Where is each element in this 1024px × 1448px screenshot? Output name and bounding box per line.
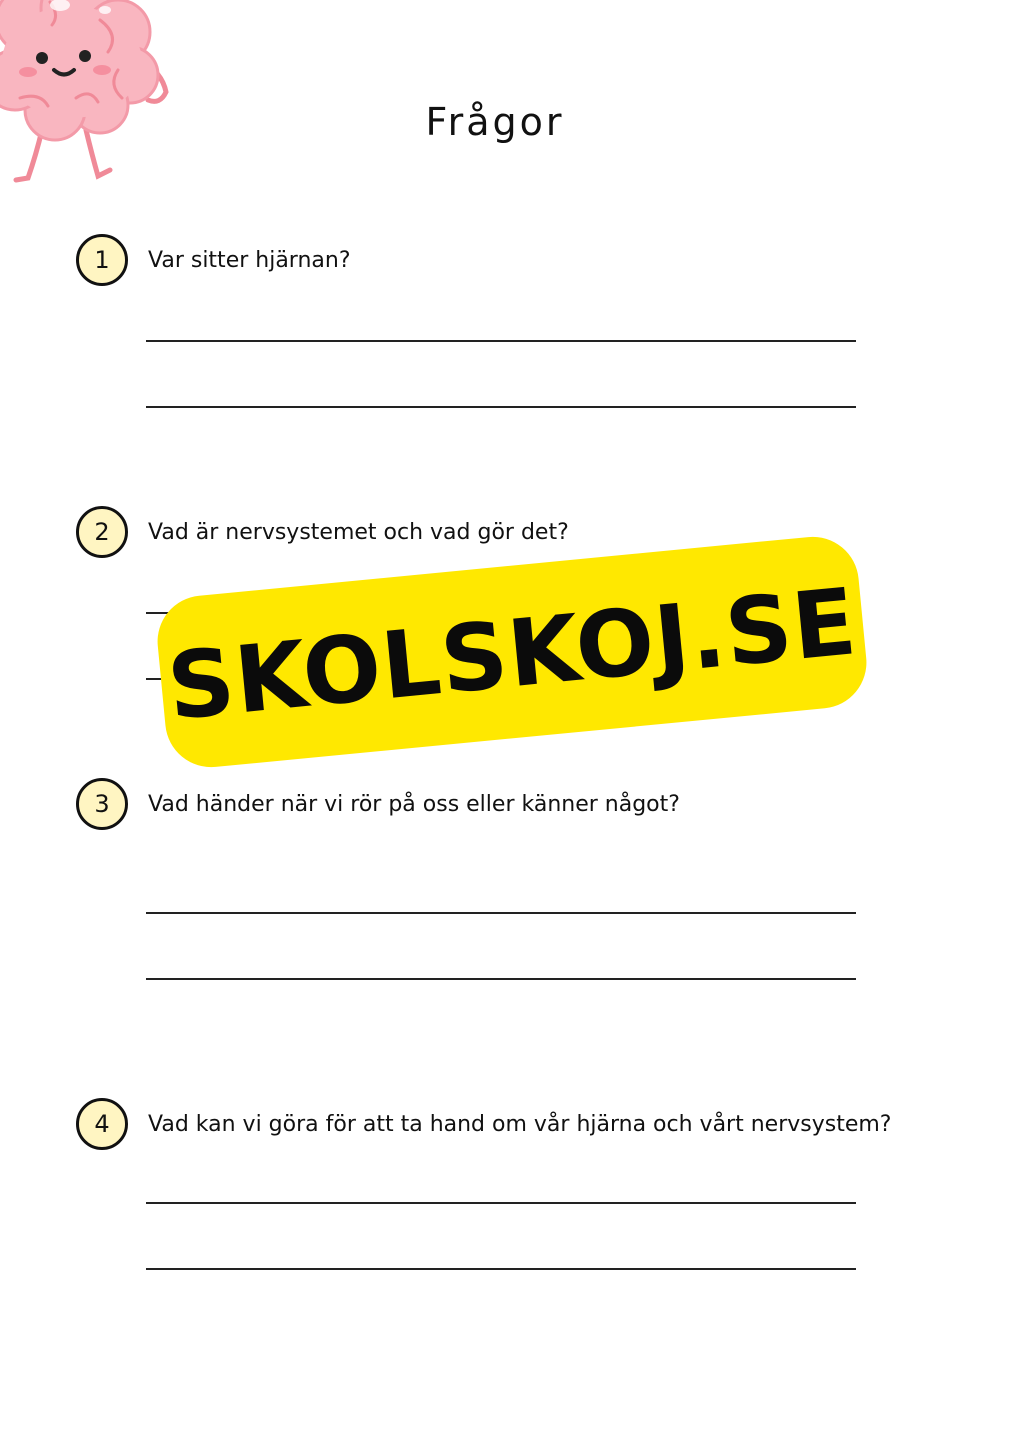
question-number-badge: 1 bbox=[76, 234, 128, 286]
question-3 bbox=[76, 778, 936, 830]
question-number-badge: 2 bbox=[76, 506, 128, 558]
answer-line[interactable] bbox=[146, 978, 856, 980]
watermark-text: SKOLSKOJ.SE bbox=[163, 567, 862, 741]
question-1 bbox=[76, 234, 936, 286]
answer-line[interactable] bbox=[146, 406, 856, 408]
page-title: Frågor bbox=[425, 100, 565, 144]
watermark-stamp bbox=[153, 533, 870, 772]
answer-line[interactable] bbox=[146, 340, 856, 342]
answer-line[interactable] bbox=[146, 912, 856, 914]
brain-mascot-icon bbox=[0, 0, 180, 190]
question-text: Vad är nervsystemet och vad gör det? bbox=[148, 519, 569, 545]
question-text: Vad händer när vi rör på oss eller känner något? bbox=[148, 791, 680, 817]
answer-line[interactable] bbox=[146, 1268, 856, 1270]
question-text: Vad kan vi göra för att ta hand om vår hjärna och vårt nervsystem? bbox=[148, 1111, 892, 1137]
question-text: Var sitter hjärnan? bbox=[148, 247, 351, 273]
question-number-badge: 4 bbox=[76, 1098, 128, 1150]
answer-line[interactable] bbox=[146, 1202, 856, 1204]
question-4 bbox=[76, 1098, 936, 1150]
question-number-badge: 3 bbox=[76, 778, 128, 830]
